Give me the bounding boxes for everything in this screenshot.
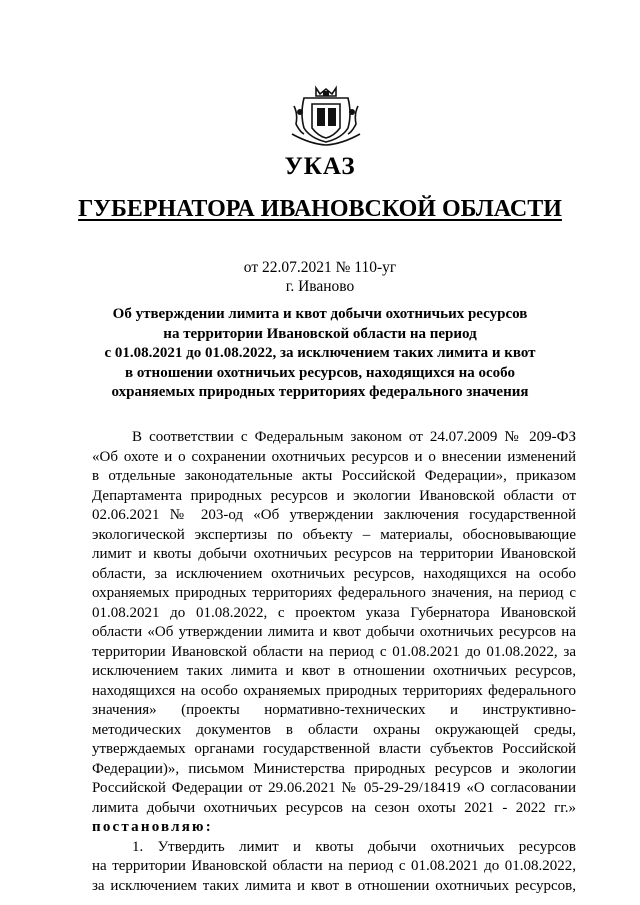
decree-date-number: от 22.07.2021 № 110-уг [243, 259, 397, 276]
body-line: методических документов в области охраны окружающей среды, [92, 721, 576, 738]
body-line: Федерации)», письмом Министерства природных ресурсов и экологии [92, 760, 576, 777]
body-line: 01.08.2021 до 01.08.2022, с проектом указа Губернатора Ивановской [92, 604, 576, 621]
body-line: утверждаемых органами государственной власти субъектов Российской [92, 741, 576, 757]
decree-city: г. Иваново [285, 278, 355, 295]
decree-title: УКАЗ [284, 153, 356, 180]
subject-line: в отношении охотничьих ресурсов, находящихся на особо [125, 364, 515, 381]
coat-of-arms-icon [290, 84, 362, 146]
body-line: значения» (проекты нормативно-технических и инструктивно- [92, 702, 576, 718]
decree-resolution-word: постановляю: [92, 819, 213, 835]
decree-body [92, 428, 576, 896]
body-line: охраняемых природных территориях федерального значения, на период с [92, 585, 576, 601]
body-line: лимит и квоты добычи охотничьих ресурсов на территории Ивановской [92, 546, 576, 562]
subject-line: охраняемых природных территориях федерального значения [111, 384, 529, 400]
body-line: исключением таких лимита и квот в отношении охотничьих ресурсов, [92, 663, 576, 679]
body-line: «Об охоте и о сохранении охотничьих ресурсов и о внесении изменений [92, 448, 576, 465]
subject-line: на территории Ивановской области на период [163, 325, 477, 342]
body-line: В соответствии с Федеральным законом от 24.07.2009 № 209-ФЗ [132, 429, 576, 445]
body-line: Департамента природных ресурсов и экологии Ивановской области от [92, 487, 576, 504]
body-line: области, за исключением охотничьих ресурсов, находящихся на особо [92, 565, 576, 582]
body-line: в отдельные законодательные акты Российской Федерации», приказом [92, 468, 576, 484]
body-line: 02.06.2021 № 203-од «Об утверждении заключения государственной [92, 507, 576, 523]
body-line: находящихся на особо охраняемых природных территориях федерального [92, 682, 576, 699]
item-line: за исключением таких лимита и квот в отношении охотничьих ресурсов, [92, 877, 576, 894]
item-line: 1. Утвердить лимит и квоты добычи охотничьих ресурсов [132, 838, 576, 855]
body-line: Российской Федерации от 29.06.2021 № 05-29-29/18419 «О согласовании [92, 780, 576, 796]
body-line: области «Об утверждении лимита и квот добычи охотничьих ресурсов на [92, 624, 576, 640]
subject-line: с 01.08.2021 до 01.08.2022, за исключением таких лимита и квот [104, 345, 536, 361]
body-line: лимита добычи охотничьих ресурсов на сезон охоты 2021 - 2022 гг.» [92, 799, 576, 816]
body-line: территории Ивановской области на период с 01.08.2021 до 01.08.2022, за [92, 643, 576, 660]
body-line: экологической экспертизы по объекту – материалы, обосновывающие [92, 526, 576, 543]
item-line: на территории Ивановской области на период с 01.08.2021 до 01.08.2022, [92, 858, 576, 874]
issuer-title: ГУБЕРНАТОРА ИВАНОВСКОЙ ОБЛАСТИ [78, 196, 562, 222]
decree-subject [70, 305, 570, 403]
subject-line: Об утверждении лимита и квот добычи охотничьих ресурсов [112, 306, 528, 322]
